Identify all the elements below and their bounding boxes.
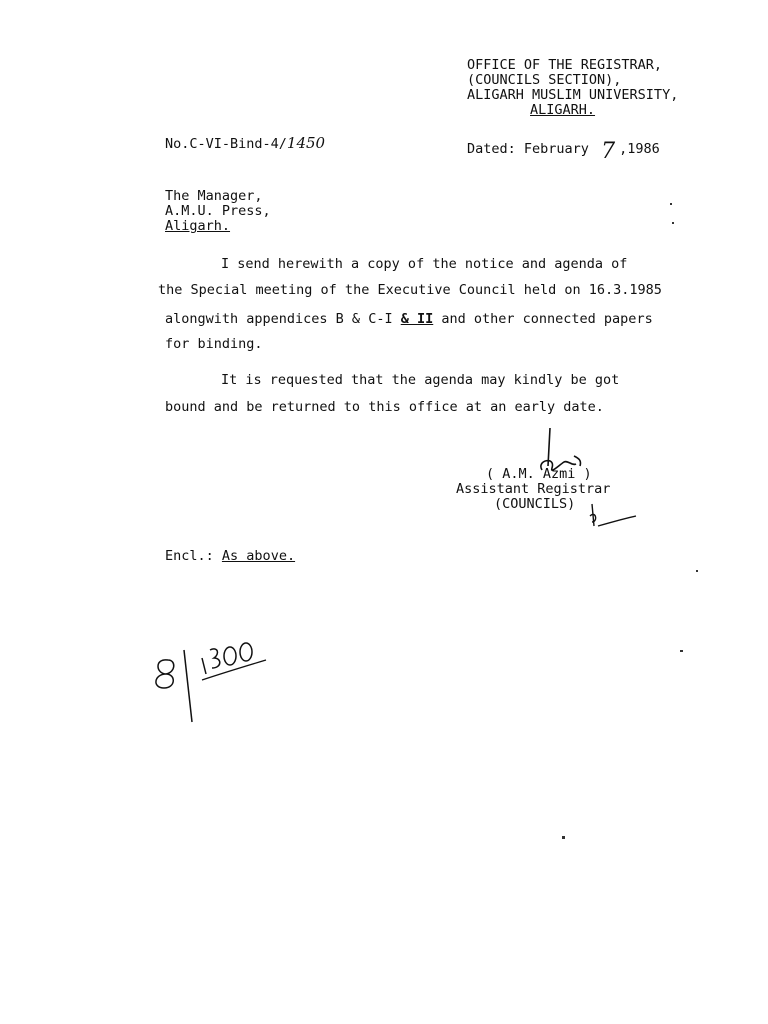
signatory-title: Assistant Registrar [456, 481, 611, 497]
enclosure-label: Encl.: [165, 548, 214, 564]
office-line-2: (COUNCILS SECTION), [467, 72, 622, 88]
reference-number-handwritten: 1450 [286, 134, 326, 152]
date-day-handwritten: 7 [601, 139, 616, 164]
signatory-section: (COUNCILS) [494, 496, 576, 512]
body-p1-line-1: I send herewith a copy of the notice and agenda of [221, 256, 628, 272]
body-p1-line-3a: alongwith appendices B & C-I [165, 311, 393, 327]
body-p1-line-2: the Special meeting of the Executive Council held on 16.3.1985 [158, 282, 662, 298]
reference-number-typed: No.C-VI-Bind-4/ [165, 136, 287, 152]
office-line-3: ALIGARH MUSLIM UNIVERSITY, [467, 87, 679, 103]
scan-speck [670, 203, 672, 205]
scan-speck [562, 836, 565, 839]
body-p2-line-2: bound and be returned to this office at an early date. [165, 399, 604, 415]
scan-speck [696, 570, 698, 572]
scan-speck [672, 222, 674, 224]
date-line [467, 134, 660, 164]
body-p1-line-3b: & II [400, 311, 434, 327]
body-p1-line-4: for binding. [165, 336, 263, 352]
body-p1-line-3c: and other connected papers [441, 311, 653, 327]
body-p2-line-1: It is requested that the agenda may kindly be got [221, 372, 620, 388]
body-p1-line-3 [165, 311, 653, 327]
office-line-4: ALIGARH. [530, 102, 596, 118]
scan-speck [680, 650, 683, 652]
reference-number [165, 134, 325, 152]
enclosure-line [165, 548, 295, 564]
addressee-line-2: A.M.U. Press, [165, 203, 271, 219]
date-prefix: Dated: February [467, 141, 589, 157]
signatory-name: ( A.M. Azmi ) [486, 466, 592, 482]
addressee-line-1: The Manager, [165, 188, 263, 204]
addressee-line-3: Aligarh. [165, 218, 231, 234]
date-year: ,1986 [619, 141, 660, 157]
enclosure-value: As above. [221, 548, 296, 564]
initial-mark [586, 500, 646, 530]
handwritten-annotation [146, 630, 286, 730]
office-line-1: OFFICE OF THE REGISTRAR, [467, 57, 663, 73]
